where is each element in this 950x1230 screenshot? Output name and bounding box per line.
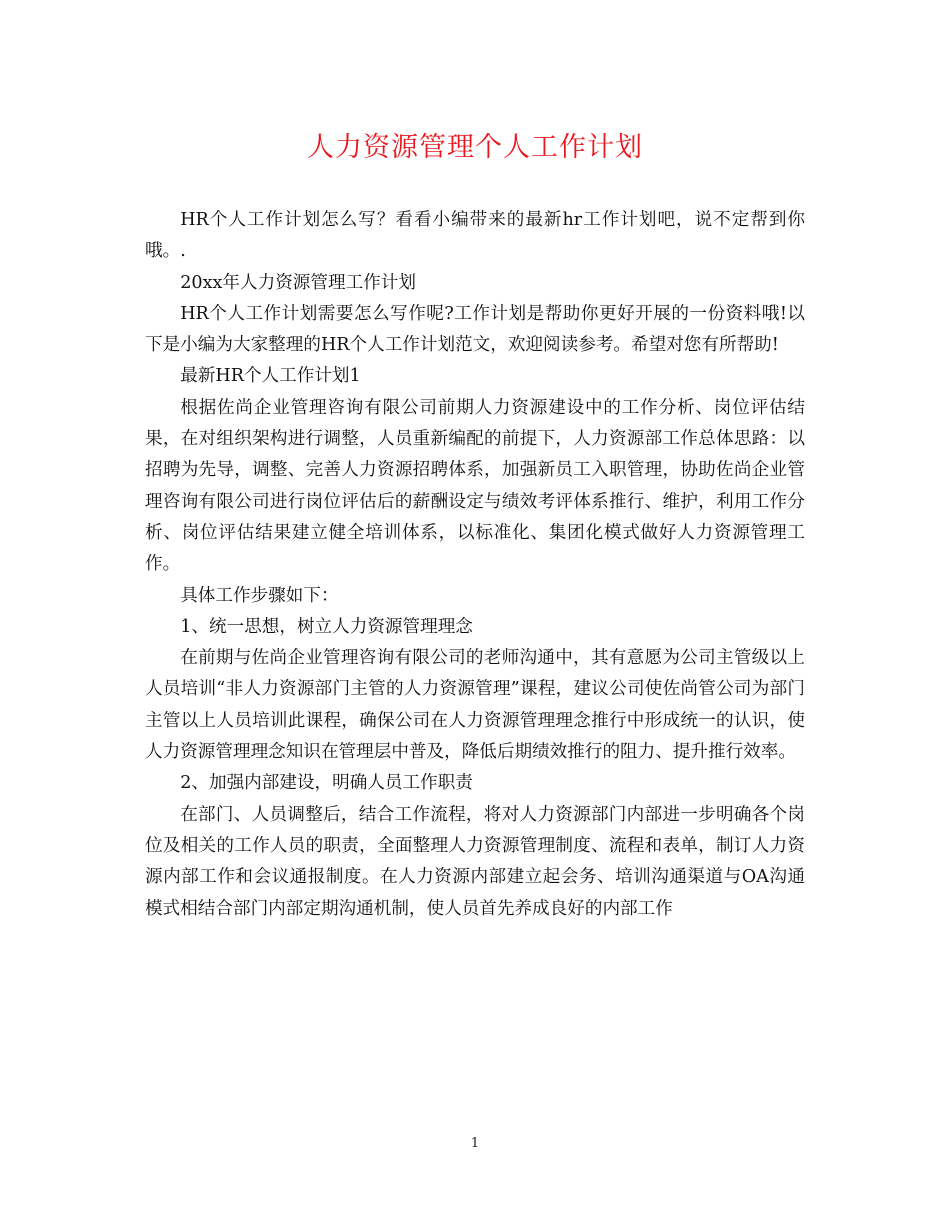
paragraph: 在前期与佐尚企业管理咨询有限公司的老师沟通中，其有意愿为公司主管级以上人员培训“非人力资源部门主管的人力资源管理”课程，建议公司使佐尚管公司为部门主管以上人员培训此课程，确保公司在人力资源管理理念推行中形成统一的认识，使人力资源管理理念知识在管理层中普及，降低后期绩效推行的阻力、提升推行效率。 xyxy=(145,648,805,763)
paragraph: 20xx年人力资源管理工作计划 xyxy=(180,272,416,293)
paragraph: 具体工作步骤如下： xyxy=(180,585,339,606)
section-heading: 2、加强内部建设，明确人员工作职责 xyxy=(180,773,473,794)
paragraph: 根据佐尚企业管理咨询有限公司前期人力资源建设中的工作分析、岗位评估结果，在对组织架构进行调整，人员重新编配的前提下，人力资源部工作总体思路：以招聘为先导，调整、完善人力资源招聘体系，加强新员工入职管理，协助佐尚企业管理咨询有限公司进行岗位评估后的薪酬设定与绩效考评体系推行、维护，利用工作分析、岗位评估结果建立健全培训体系，以标准化、集团化模式做好人力资源管理工作。 xyxy=(145,397,805,575)
document-title: 人力资源管理个人工作计划 xyxy=(307,132,643,163)
section-heading: 最新HR个人工作计划1 xyxy=(180,366,361,387)
page-number: 1 xyxy=(470,1136,480,1151)
paragraph: 在部门、人员调整后，结合工作流程，将对人力资源部门内部进一步明确各个岗位及相关的工作人员的职责，全面整理人力资源管理制度、流程和表单，制订人力资源内部工作和会议通报制度。在人力资源内部建立起会务、培训沟通渠道与OA沟通模式相结合部门内部定期沟通机制，使人员首先养成良好的内部工作 xyxy=(145,804,805,919)
paragraph: HR个人工作计划需要怎么写作呢?工作计划是帮助你更好开展的一份资料哦!以下是小编为大家整理的HR个人工作计划范文，欢迎阅读参考。希望对您有所帮助! xyxy=(145,303,805,356)
paragraph: HR个人工作计划怎么写？看看小编带来的最新hr工作计划吧，说不定帮到你哦。. xyxy=(145,210,805,262)
document-body xyxy=(145,205,805,925)
section-heading: 1、统一思想，树立人力资源管理理念 xyxy=(180,616,473,637)
